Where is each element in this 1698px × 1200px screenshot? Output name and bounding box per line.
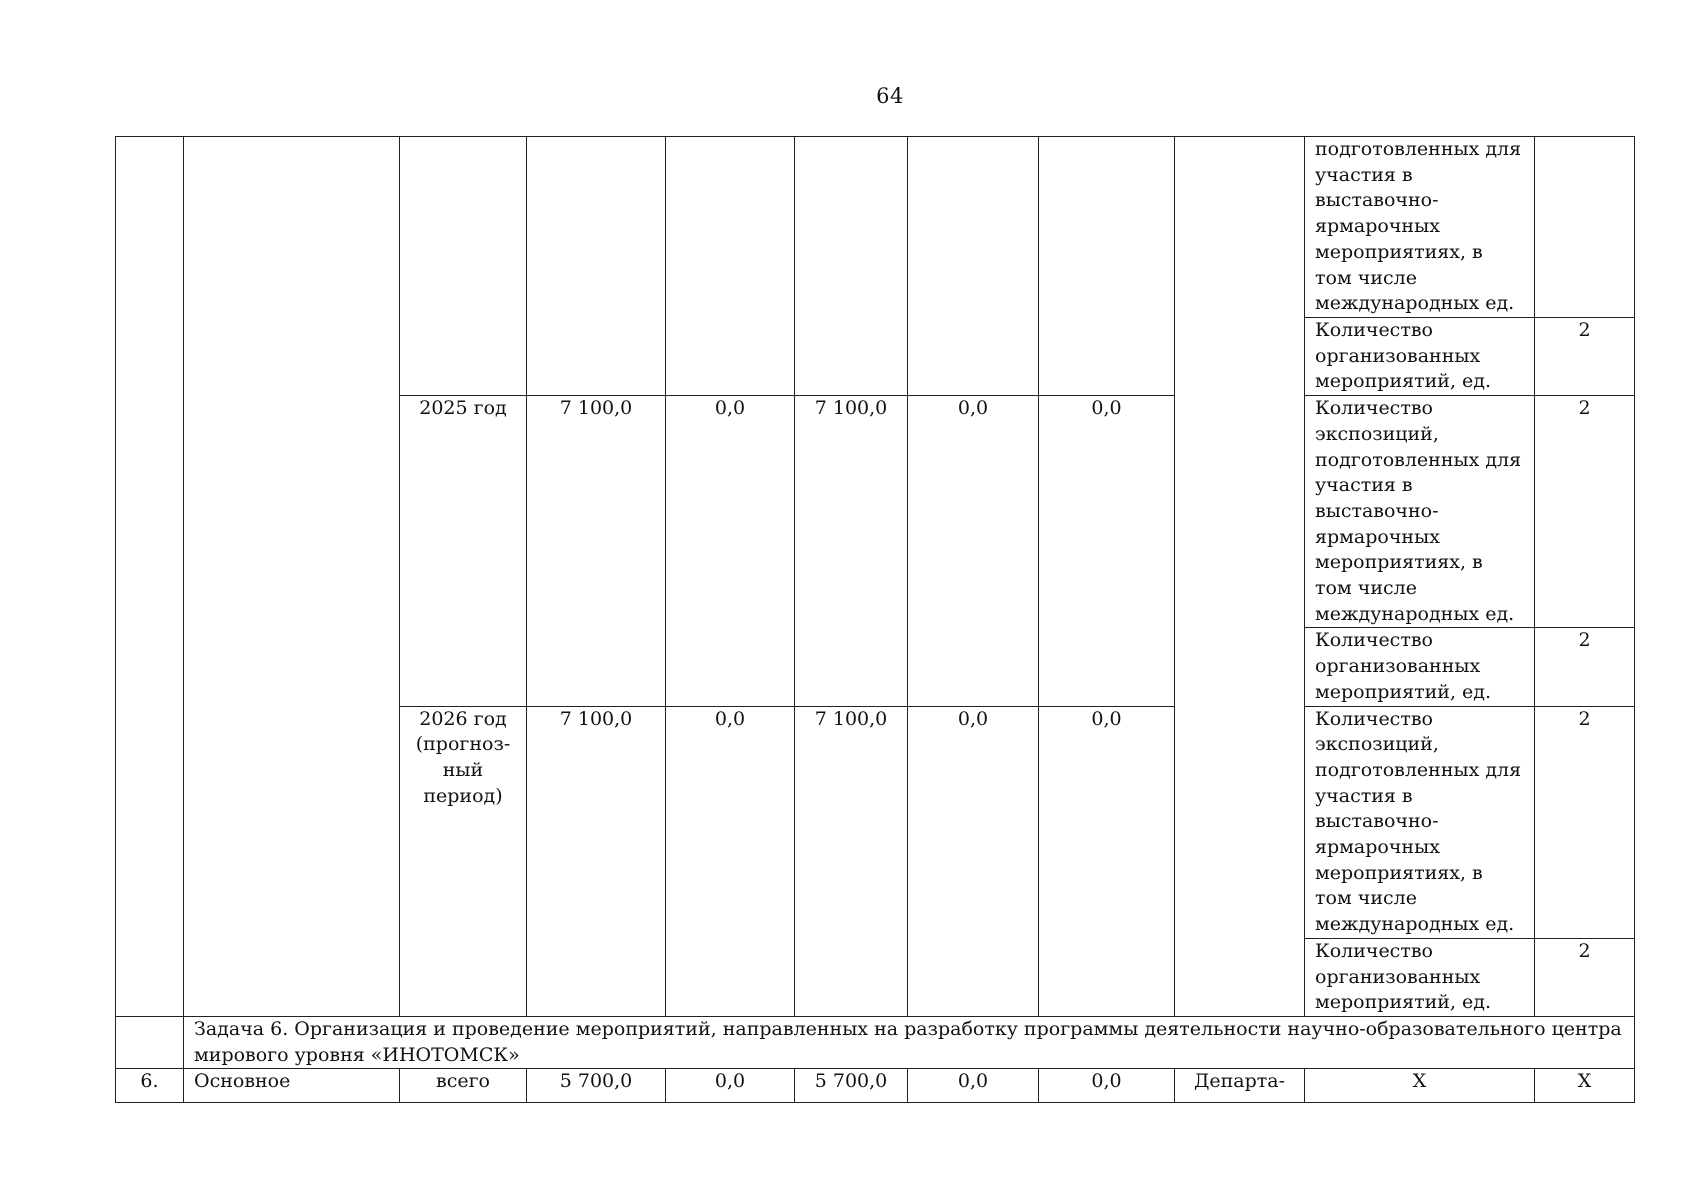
c3-2025: 0,0 (908, 396, 1039, 706)
c3-2026: 0,0 (908, 706, 1039, 1016)
table-row (116, 137, 1635, 318)
c2-2025: 7 100,0 (795, 396, 908, 706)
indicator-value: 2 (1535, 396, 1635, 628)
name-cell (184, 137, 400, 1017)
period-2026: 2026 год (прогноз-ный период) (400, 706, 527, 1016)
row6-num: 6. (116, 1069, 184, 1103)
total-2026: 7 100,0 (527, 706, 666, 1016)
indicator-expo: Количество экспозиций, подготовленных для участия в выставочно-ярмарочных мероприятиях, в том числе международных ед. (1305, 706, 1535, 938)
indicator-value: 2 (1535, 628, 1635, 706)
row6-period: всего (400, 1069, 527, 1103)
indicator-expo: Количество экспозиций, подготовленных для участия в выставочно-ярмарочных мероприятиях, в том числе международных ед. (1305, 396, 1535, 628)
c4-2026: 0,0 (1039, 706, 1175, 1016)
table-row (116, 1016, 1635, 1068)
c1-2025: 0,0 (666, 396, 795, 706)
indicator-events: Количество организованных мероприятий, ед. (1305, 318, 1535, 396)
num-cell (116, 137, 184, 1017)
table-row (116, 1069, 1635, 1103)
row6-indicator: Х (1305, 1069, 1535, 1103)
row6-c2: 5 700,0 (795, 1069, 908, 1103)
c4-cell (1039, 137, 1175, 396)
total-2025: 7 100,0 (527, 396, 666, 706)
indicator-value-empty (1535, 137, 1635, 318)
c2-cell (795, 137, 908, 396)
indicator-value: 2 (1535, 706, 1635, 938)
row6-total: 5 700,0 (527, 1069, 666, 1103)
task-6-title: Задача 6. Организация и проведение мероприятий, направленных на разработку программы деятельности научно-образовательного центра мирового уровня «ИНОТОМСК» (184, 1016, 1635, 1068)
row6-executor: Департа- (1175, 1069, 1305, 1103)
program-table (115, 136, 1635, 1103)
c3-cell (908, 137, 1039, 396)
indicator-expo-cont: подготовленных для участия в выставочно-ярмарочных мероприятиях, в том числе международных ед. (1305, 137, 1535, 318)
period-cell (400, 137, 527, 396)
task-num-cell (116, 1016, 184, 1068)
indicator-events: Количество организованных мероприятий, ед. (1305, 938, 1535, 1016)
row6-c1: 0,0 (666, 1069, 795, 1103)
c4-2025: 0,0 (1039, 396, 1175, 706)
c1-cell (666, 137, 795, 396)
executor-cell (1175, 137, 1305, 1017)
row6-c3: 0,0 (908, 1069, 1039, 1103)
row6-c4: 0,0 (1039, 1069, 1175, 1103)
indicator-value: 2 (1535, 938, 1635, 1016)
row6-name: Основное (184, 1069, 400, 1103)
total-cell (527, 137, 666, 396)
period-2025: 2025 год (400, 396, 527, 706)
indicator-value: 2 (1535, 318, 1635, 396)
c2-2026: 7 100,0 (795, 706, 908, 1016)
row6-value: Х (1535, 1069, 1635, 1103)
indicator-events: Количество организованных мероприятий, ед. (1305, 628, 1535, 706)
c1-2026: 0,0 (666, 706, 795, 1016)
page-number: 64 (876, 84, 904, 108)
